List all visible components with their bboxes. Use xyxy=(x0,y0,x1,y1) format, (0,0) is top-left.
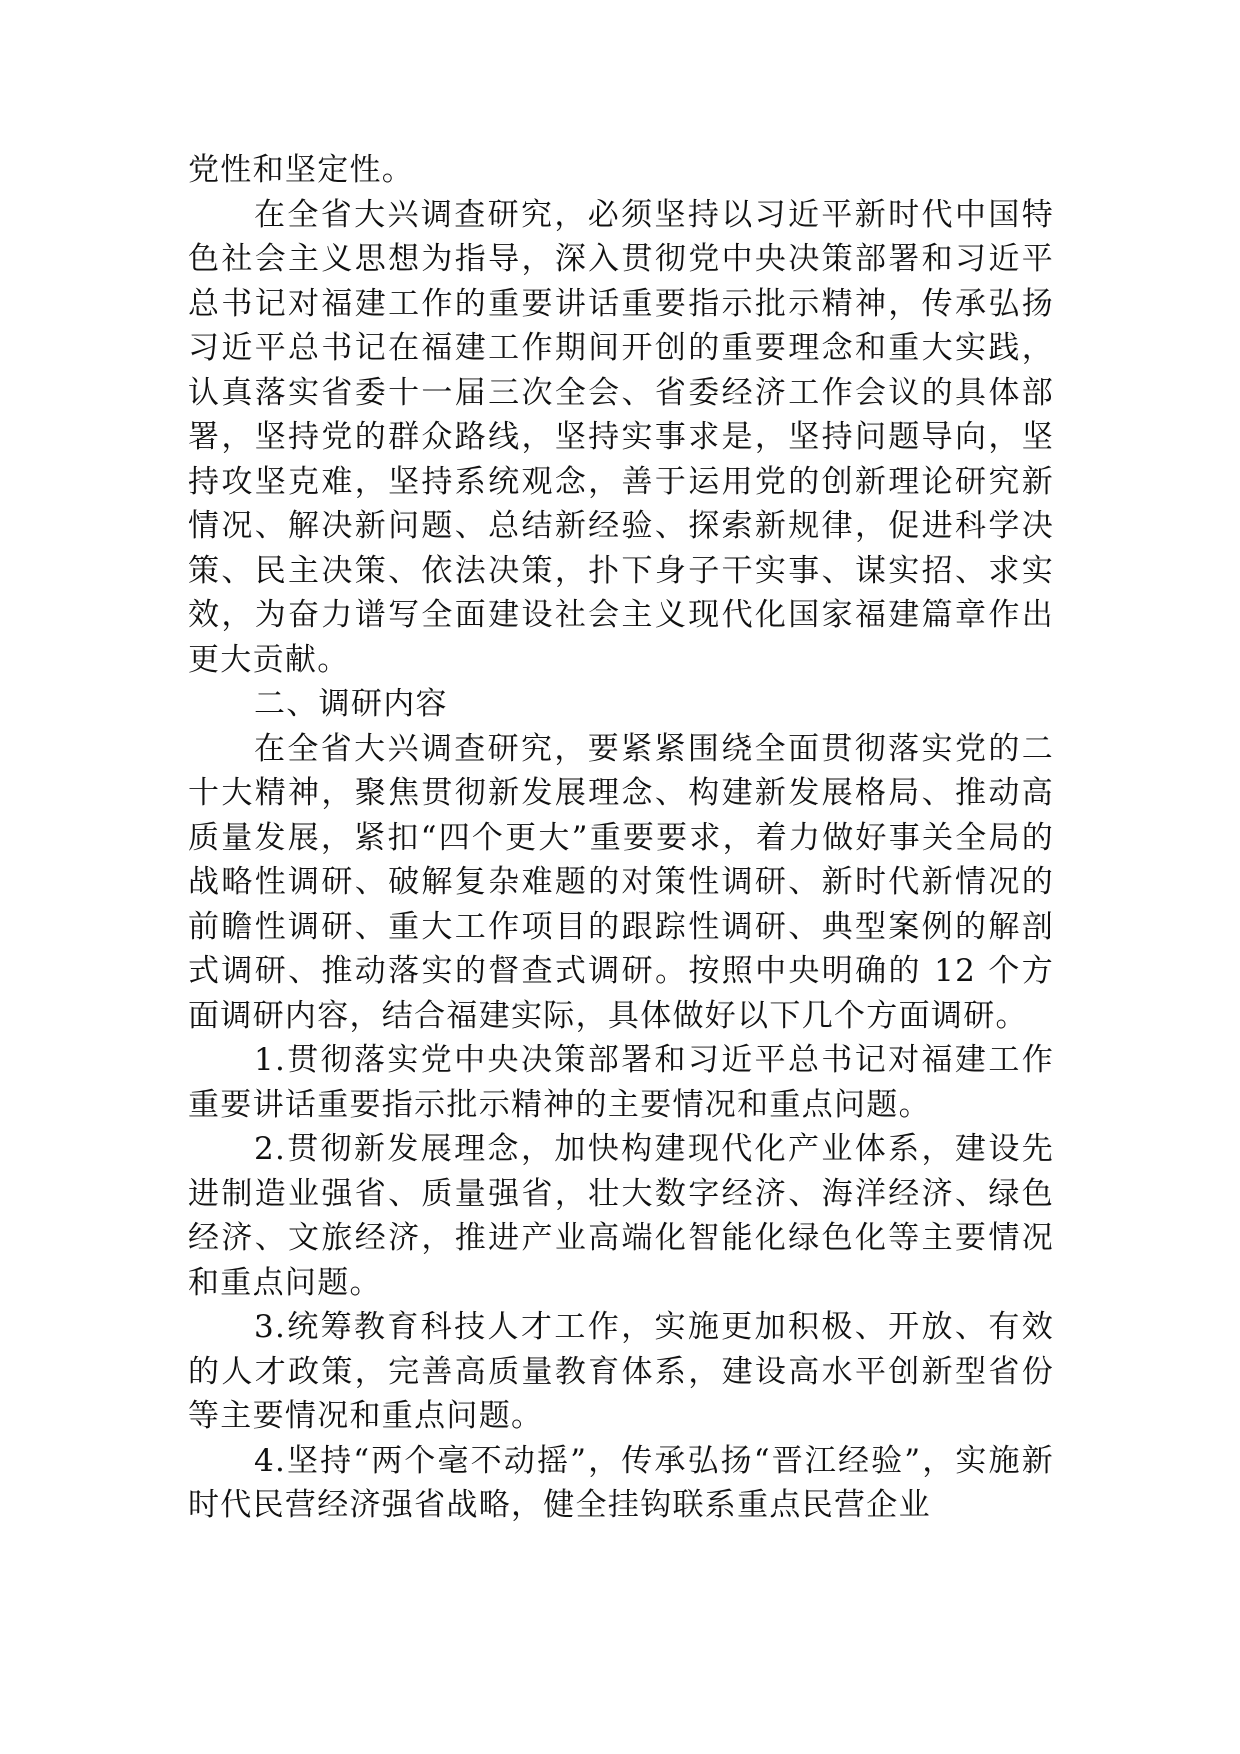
paragraph-continuation: 党性和坚定性。 xyxy=(188,152,415,188)
list-item-1: 1.贯彻落实党中央决策部署和习近平总书记对福建工作重要讲话重要指示批示精神的主要情况和重点问题。 xyxy=(188,1042,1054,1123)
list-item-3: 3.统筹教育科技人才工作，实施更加积极、开放、有效的人才政策，完善高质量教育体系，建设高水平创新型省份等主要情况和重点问题。 xyxy=(188,1309,1054,1434)
list-item-4: 4.坚持“两个毫不动摇”，传承弘扬“晋江经验”，实施新时代民营经济强省战略，健全挂钩联系重点民营企业 xyxy=(188,1442,1054,1523)
paragraph-guiding-principle: 在全省大兴调查研究，必须坚持以习近平新时代中国特色社会主义思想为指导，深入贯彻党中央决策部署和习近平总书记对福建工作的重要讲话重要指示批示精神，传承弘扬习近平总书记在福建工作期间开创的重要理念和重大实践，认真落实省委十一届三次全会、省委经济工作会议的具体部署，坚持党的群众路线，坚持实事求是，坚持问题导向，坚持攻坚克难，坚持系统观念，善于运用党的创新理论研究新情况、解决新问题、总结新经验、探索新规律，促进科学决策、民主决策、依法决策，扑下身子干实事、谋实招、求实效，为奋力谱写全面建设社会主义现代化国家福建篇章作出更大贡献。 xyxy=(188,196,1054,678)
section-heading-research-content: 二、调研内容 xyxy=(254,686,448,722)
list-item-2: 2.贯彻新发展理念，加快构建现代化产业体系，建设先进制造业强省、质量强省，壮大数字经济、海洋经济、绿色经济、文旅经济，推进产业高端化智能化绿色化等主要情况和重点问题。 xyxy=(188,1131,1054,1301)
document-page xyxy=(188,148,1054,1528)
paragraph-research-focus: 在全省大兴调查研究，要紧紧围绕全面贯彻落实党的二十大精神，聚焦贯彻新发展理念、构建新发展格局、推动高质量发展，紧扣“四个更大”重要要求，着力做好事关全局的战略性调研、破解复杂难题的对策性调研、新时代新情况的前瞻性调研、重大工作项目的跟踪性调研、典型案例的解剖式调研、推动落实的督查式调研。按照中央明确的 12 个方面调研内容，结合福建实际，具体做好以下几个方面调研。 xyxy=(188,730,1054,1034)
